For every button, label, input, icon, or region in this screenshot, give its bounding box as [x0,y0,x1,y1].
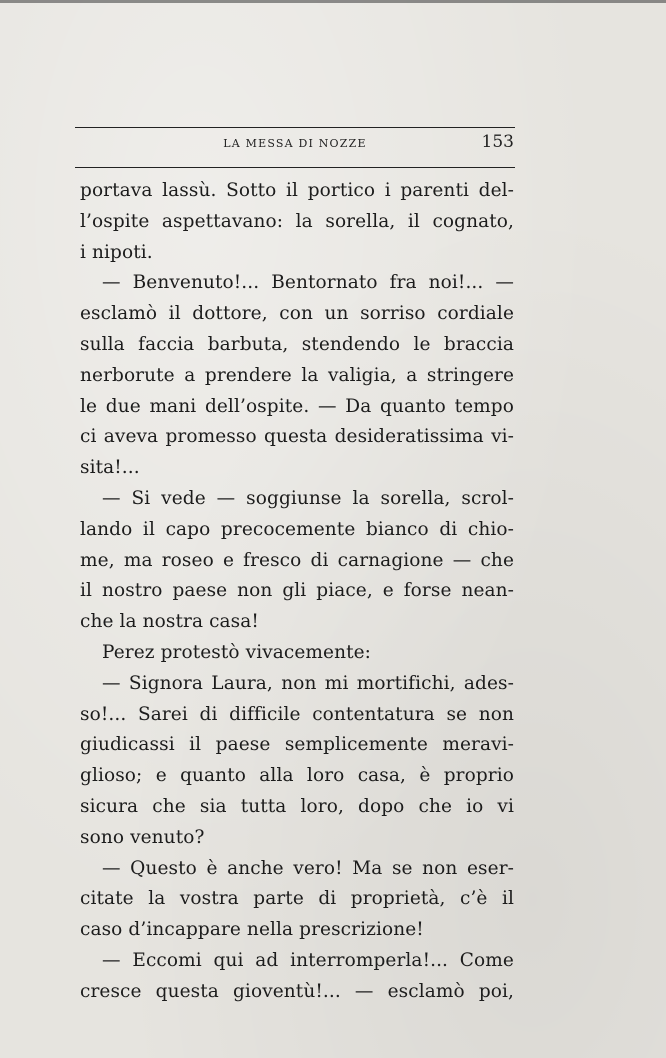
text-line: i nipoti. [80,241,153,263]
text-line: nerborute a prendere la valigia, a stringere [80,364,514,386]
page-top-edge [0,0,666,3]
text-line: sono venuto? [80,826,205,848]
header-rule-top [75,127,515,128]
text-line: caso d’incappare nella prescrizione! [80,919,424,941]
text-line: ci aveva promesso questa desideratissima vi- [80,426,514,448]
text-line: l’ospite aspettavano: la sorella, il cognato, [80,210,514,232]
text-line: me, ma roseo e fresco di carnagione — che [80,549,514,571]
text-line: portava lassù. Sotto il portico i parenti del- [80,180,514,201]
text-line: le due mani dell’ospite. — Da quanto tempo [80,395,514,417]
text-line: — Si vede — soggiunse la sorella, scrol- [102,487,514,509]
text-line: — Questo è anche vero! Ma se non eser- [102,857,514,879]
body-text [80,176,514,1008]
running-title: LA MESSA DI NOZZE [223,137,367,150]
text-line: sulla faccia barbuta, stendendo le braccia [80,333,514,355]
text-line: — Eccomi qui ad interromperla!... Come [102,949,514,971]
text-line: che la nostra casa! [80,611,259,633]
text-line: — Signora Laura, non mi mortifichi, ades- [102,672,514,694]
text-line: citate la vostra parte di proprietà, c’è il [80,888,514,910]
text-line: sicura che sia tutta loro, dopo che io vi [80,795,514,817]
text-line: esclamò il dottore, con un sorriso cordiale [80,303,514,325]
text-line: il nostro paese non gli piace, e forse nean- [80,580,514,602]
text-line: Perez protestò vivacemente: [102,641,372,663]
text-line: sita!... [80,457,140,479]
text-line: giudicassi il paese semplicemente meravi- [80,734,514,756]
text-line: glioso; e quanto alla loro casa, è proprio [80,765,514,787]
text-line: lando il capo precocemente bianco di chio- [80,518,514,540]
text-line: — Benvenuto!... Bentornato fra noi!... — [102,272,514,294]
text-line: cresce questa gioventù!... — esclamò poi, [80,980,514,1002]
page-number: 153 [481,132,514,152]
text-line: so!... Sarei di difficile contentatura se non [80,703,514,725]
header-rule-bottom [75,167,515,168]
